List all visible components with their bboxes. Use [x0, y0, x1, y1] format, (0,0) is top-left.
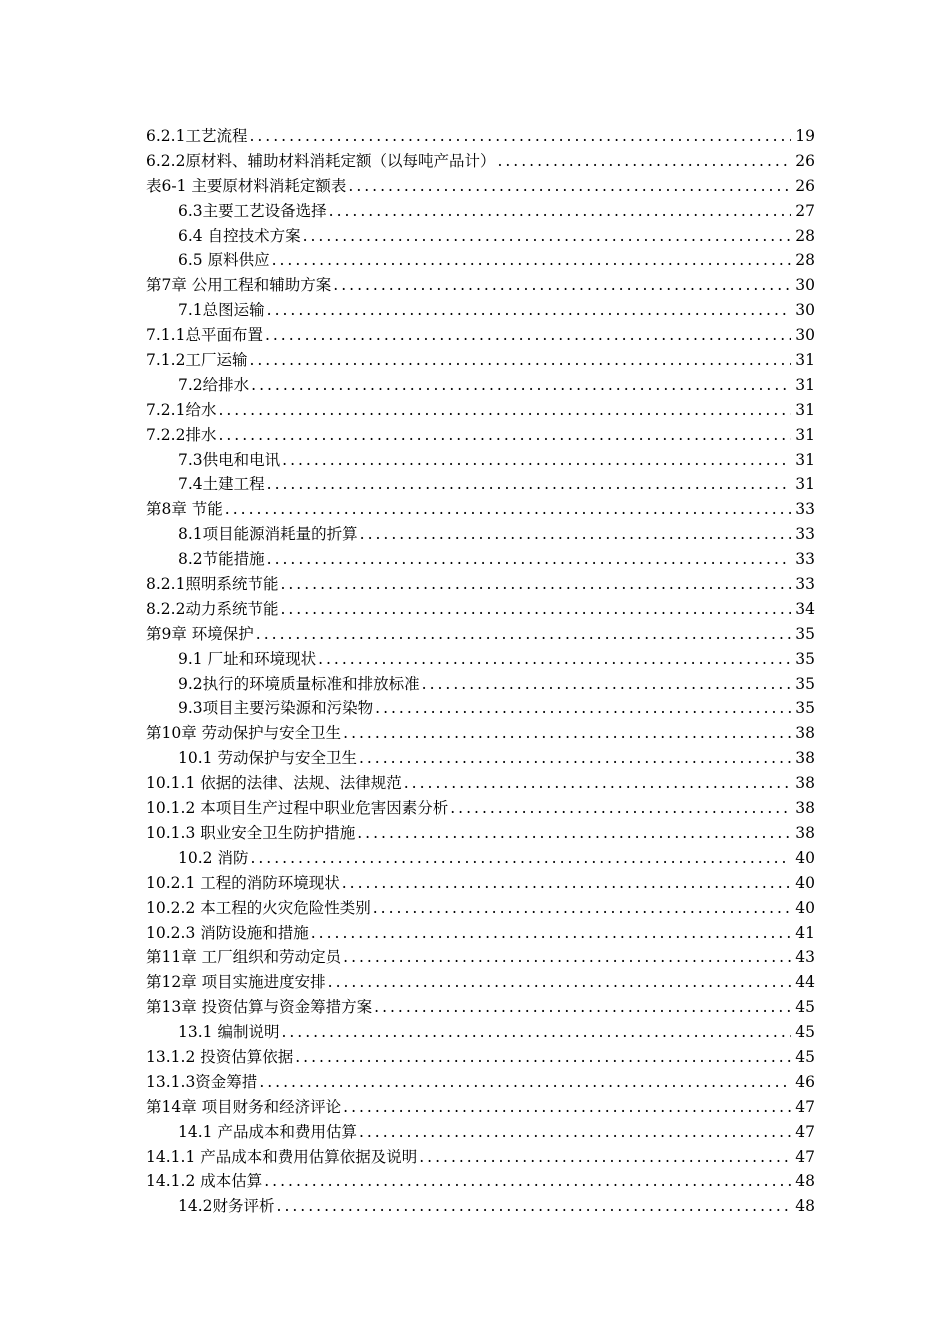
- toc-entry-title: 6.3主要工艺设备选择: [178, 201, 327, 220]
- toc-entry[interactable]: [146, 522, 815, 547]
- table-of-contents: [146, 124, 815, 1219]
- toc-leader-dots: [422, 672, 791, 697]
- toc-entry-title: 10.2.1 工程的消防环境现状: [146, 873, 340, 892]
- toc-entry[interactable]: [146, 348, 815, 373]
- toc-entry-page-number: 47: [795, 1097, 815, 1116]
- toc-leader-dots: [348, 174, 791, 199]
- toc-entry[interactable]: [146, 597, 815, 622]
- toc-leader-dots: [249, 348, 791, 373]
- toc-leader-dots: [225, 497, 791, 522]
- toc-entry-page-number: 38: [795, 799, 815, 818]
- toc-entry-page-number: 35: [795, 699, 815, 718]
- toc-entry-title: 8.2.1照明系统节能: [146, 575, 279, 594]
- toc-entry-page-number: 31: [795, 351, 815, 370]
- toc-entry-page-number: 40: [795, 848, 815, 867]
- toc-entry[interactable]: [146, 1194, 815, 1219]
- toc-entry[interactable]: [146, 696, 815, 721]
- toc-entry[interactable]: [146, 821, 815, 846]
- toc-entry-title: 6.2.1工艺流程: [146, 127, 248, 145]
- toc-entry[interactable]: [146, 1095, 815, 1120]
- toc-entry-title: 第7章 公用工程和辅助方案: [146, 276, 332, 295]
- toc-entry-title: 9.2执行的环境质量标准和排放标准: [178, 674, 420, 693]
- toc-entry-title: 7.4土建工程: [178, 475, 265, 494]
- toc-entry-page-number: 31: [795, 450, 815, 469]
- toc-entry-title: 14.1.1 产品成本和费用估算依据及说明: [146, 1147, 418, 1166]
- toc-entry[interactable]: [146, 970, 815, 995]
- toc-entry[interactable]: [146, 472, 815, 497]
- toc-entry-page-number: 33: [795, 575, 815, 594]
- toc-leader-dots: [450, 796, 791, 821]
- toc-entry[interactable]: [146, 1070, 815, 1095]
- toc-entry-page-number: 35: [795, 624, 815, 643]
- toc-entry-title: 表6-1 主要原材料消耗定额表: [146, 176, 347, 195]
- toc-entry-page-number: 26: [795, 176, 815, 195]
- toc-leader-dots: [343, 945, 791, 970]
- toc-leader-dots: [280, 597, 791, 622]
- toc-entry-title: 10.1.2 本项目生产过程中职业危害因素分析: [146, 799, 449, 818]
- toc-entry-page-number: 19: [795, 127, 815, 145]
- toc-entry-title: 9.3项目主要污染源和污染物: [178, 699, 374, 718]
- toc-entry-title: 第14章 项目财务和经济评论: [146, 1097, 342, 1116]
- toc-leader-dots: [359, 1120, 791, 1145]
- toc-leader-dots: [497, 149, 791, 174]
- toc-entry-title: 13.1.3资金筹措: [146, 1072, 258, 1091]
- toc-leader-dots: [375, 696, 791, 721]
- toc-leader-dots: [311, 921, 791, 946]
- toc-entry[interactable]: [146, 896, 815, 921]
- toc-leader-dots: [359, 746, 791, 771]
- toc-leader-dots: [303, 224, 791, 249]
- toc-entry-title: 10.1 劳动保护与安全卫生: [178, 749, 357, 768]
- toc-entry-title: 7.1总图运输: [178, 301, 265, 320]
- toc-leader-dots: [267, 472, 791, 497]
- toc-entry-title: 7.2.1给水: [146, 400, 217, 419]
- toc-entry[interactable]: [146, 672, 815, 697]
- toc-entry[interactable]: [146, 273, 815, 298]
- toc-entry[interactable]: [146, 1020, 815, 1045]
- toc-entry[interactable]: [146, 622, 815, 647]
- toc-entry-page-number: 33: [795, 525, 815, 544]
- toc-entry-page-number: 33: [795, 500, 815, 519]
- toc-entry[interactable]: [146, 871, 815, 896]
- toc-entry-page-number: 34: [795, 599, 815, 618]
- toc-entry[interactable]: [146, 846, 815, 871]
- toc-entry-title: 10.2.2 本工程的火灾危险性类别: [146, 898, 371, 917]
- toc-entry[interactable]: [146, 746, 815, 771]
- toc-leader-dots: [280, 572, 791, 597]
- toc-entry-page-number: 33: [795, 550, 815, 569]
- toc-entry-page-number: 46: [795, 1072, 815, 1091]
- toc-leader-dots: [357, 821, 791, 846]
- toc-entry-title: 第9章 环境保护: [146, 624, 254, 643]
- toc-entry-title: 6.4 自控技术方案: [178, 226, 301, 245]
- toc-leader-dots: [374, 995, 791, 1020]
- toc-entry-page-number: 31: [795, 400, 815, 419]
- toc-entry-page-number: 44: [795, 973, 815, 992]
- toc-entry-page-number: 38: [795, 774, 815, 793]
- toc-leader-dots: [218, 398, 791, 423]
- toc-leader-dots: [259, 1070, 791, 1095]
- toc-leader-dots: [267, 298, 791, 323]
- toc-leader-dots: [264, 1169, 791, 1194]
- toc-leader-dots: [360, 522, 791, 547]
- toc-entry[interactable]: [146, 945, 815, 970]
- toc-entry-page-number: 45: [795, 998, 815, 1017]
- toc-entry-page-number: 40: [795, 873, 815, 892]
- toc-entry[interactable]: [146, 149, 815, 174]
- toc-entry[interactable]: [146, 1145, 815, 1170]
- toc-entry[interactable]: [146, 995, 815, 1020]
- toc-leader-dots: [267, 547, 791, 572]
- toc-entry-page-number: 43: [795, 948, 815, 967]
- toc-leader-dots: [277, 1194, 791, 1219]
- toc-leader-dots: [328, 970, 791, 995]
- toc-entry-page-number: 31: [795, 375, 815, 394]
- toc-entry[interactable]: [146, 224, 815, 249]
- toc-entry-title: 7.3供电和电讯: [178, 450, 281, 469]
- toc-leader-dots: [282, 448, 791, 473]
- toc-entry-title: 第10章 劳动保护与安全卫生: [146, 724, 342, 743]
- toc-leader-dots: [329, 199, 791, 224]
- toc-entry-page-number: 45: [795, 1023, 815, 1042]
- toc-entry[interactable]: [146, 1169, 815, 1194]
- toc-entry-title: 7.2.2排水: [146, 425, 217, 444]
- toc-entry-title: 6.5 原料供应: [178, 251, 270, 270]
- toc-entry-title: 10.2.3 消防设施和措施: [146, 923, 309, 942]
- toc-entry-page-number: 28: [795, 226, 815, 245]
- toc-entry-page-number: 47: [795, 1147, 815, 1166]
- toc-entry[interactable]: [146, 1045, 815, 1070]
- toc-leader-dots: [295, 1045, 791, 1070]
- toc-entry-page-number: 35: [795, 649, 815, 668]
- toc-entry-title: 8.2节能措施: [178, 550, 265, 569]
- toc-entry[interactable]: [146, 547, 815, 572]
- toc-leader-dots: [256, 622, 791, 647]
- toc-entry-title: 13.1 编制说明: [178, 1023, 280, 1042]
- toc-entry-title: 第8章 节能: [146, 500, 223, 519]
- toc-entry-title: 7.2给排水: [178, 375, 250, 394]
- toc-entry-page-number: 31: [795, 425, 815, 444]
- toc-leader-dots: [333, 273, 791, 298]
- toc-entry-page-number: 35: [795, 674, 815, 693]
- toc-entry-page-number: 26: [795, 151, 815, 170]
- toc-entry[interactable]: [146, 174, 815, 199]
- toc-entry-title: 7.1.2工厂运输: [146, 351, 248, 370]
- toc-leader-dots: [272, 248, 791, 273]
- toc-entry-title: 10.2 消防: [178, 848, 249, 867]
- toc-entry-page-number: 27: [795, 201, 815, 220]
- toc-entry[interactable]: [146, 248, 815, 273]
- toc-entry-title: 14.2财务评析: [178, 1197, 275, 1216]
- toc-entry-title: 第12章 项目实施进度安排: [146, 973, 326, 992]
- toc-entry[interactable]: [146, 323, 815, 348]
- toc-entry-page-number: 30: [795, 276, 815, 295]
- toc-leader-dots: [265, 323, 791, 348]
- toc-leader-dots: [404, 771, 791, 796]
- toc-entry-page-number: 38: [795, 724, 815, 743]
- toc-entry[interactable]: [146, 771, 815, 796]
- toc-entry-title: 6.2.2原材料、辅助材料消耗定额（以每吨产品计）: [146, 151, 496, 170]
- toc-entry-title: 14.1 产品成本和费用估算: [178, 1122, 357, 1141]
- toc-leader-dots: [251, 373, 791, 398]
- toc-entry-title: 10.1.1 依据的法律、法规、法律规范: [146, 774, 402, 793]
- toc-entry[interactable]: [146, 796, 815, 821]
- toc-leader-dots: [342, 871, 791, 896]
- toc-entry-page-number: 48: [795, 1197, 815, 1216]
- toc-leader-dots: [281, 1020, 791, 1045]
- toc-entry[interactable]: [146, 373, 815, 398]
- toc-entry[interactable]: [146, 921, 815, 946]
- toc-entry-page-number: 30: [795, 326, 815, 345]
- toc-leader-dots: [249, 124, 791, 149]
- toc-entry-page-number: 38: [795, 823, 815, 842]
- toc-leader-dots: [218, 423, 791, 448]
- toc-entry-title: 10.1.3 职业安全卫生防护措施: [146, 823, 356, 842]
- toc-entry[interactable]: [146, 398, 815, 423]
- toc-entry-page-number: 40: [795, 898, 815, 917]
- toc-entry-title: 13.1.2 投资估算依据: [146, 1047, 294, 1066]
- toc-leader-dots: [318, 647, 791, 672]
- toc-entry-title: 8.1项目能源消耗量的折算: [178, 525, 358, 544]
- toc-entry[interactable]: [146, 572, 815, 597]
- toc-leader-dots: [419, 1145, 791, 1170]
- toc-leader-dots: [343, 721, 791, 746]
- toc-entry-page-number: 30: [795, 301, 815, 320]
- toc-entry-page-number: 45: [795, 1047, 815, 1066]
- toc-entry[interactable]: [146, 199, 815, 224]
- toc-entry-title: 第11章 工厂组织和劳动定员: [146, 948, 342, 967]
- toc-entry[interactable]: [146, 448, 815, 473]
- toc-entry-page-number: 38: [795, 749, 815, 768]
- toc-entry-title: 7.1.1总平面布置: [146, 326, 263, 345]
- toc-entry-title: 9.1 厂址和环境现状: [178, 649, 317, 668]
- toc-leader-dots: [250, 846, 791, 871]
- toc-entry-page-number: 47: [795, 1122, 815, 1141]
- toc-entry-page-number: 28: [795, 251, 815, 270]
- toc-entry[interactable]: [146, 721, 815, 746]
- toc-entry[interactable]: [146, 1120, 815, 1145]
- toc-leader-dots: [373, 896, 791, 921]
- toc-entry[interactable]: [146, 647, 815, 672]
- toc-entry[interactable]: [146, 497, 815, 522]
- toc-entry-title: 14.1.2 成本估算: [146, 1172, 263, 1191]
- toc-entry[interactable]: [146, 298, 815, 323]
- toc-leader-dots: [343, 1095, 791, 1120]
- toc-entry-title: 8.2.2动力系统节能: [146, 599, 279, 618]
- toc-entry-page-number: 31: [795, 475, 815, 494]
- toc-entry-page-number: 48: [795, 1172, 815, 1191]
- toc-entry-title: 第13章 投资估算与资金筹措方案: [146, 998, 373, 1017]
- toc-entry[interactable]: [146, 124, 815, 149]
- toc-entry-page-number: 41: [795, 923, 815, 942]
- toc-entry[interactable]: [146, 423, 815, 448]
